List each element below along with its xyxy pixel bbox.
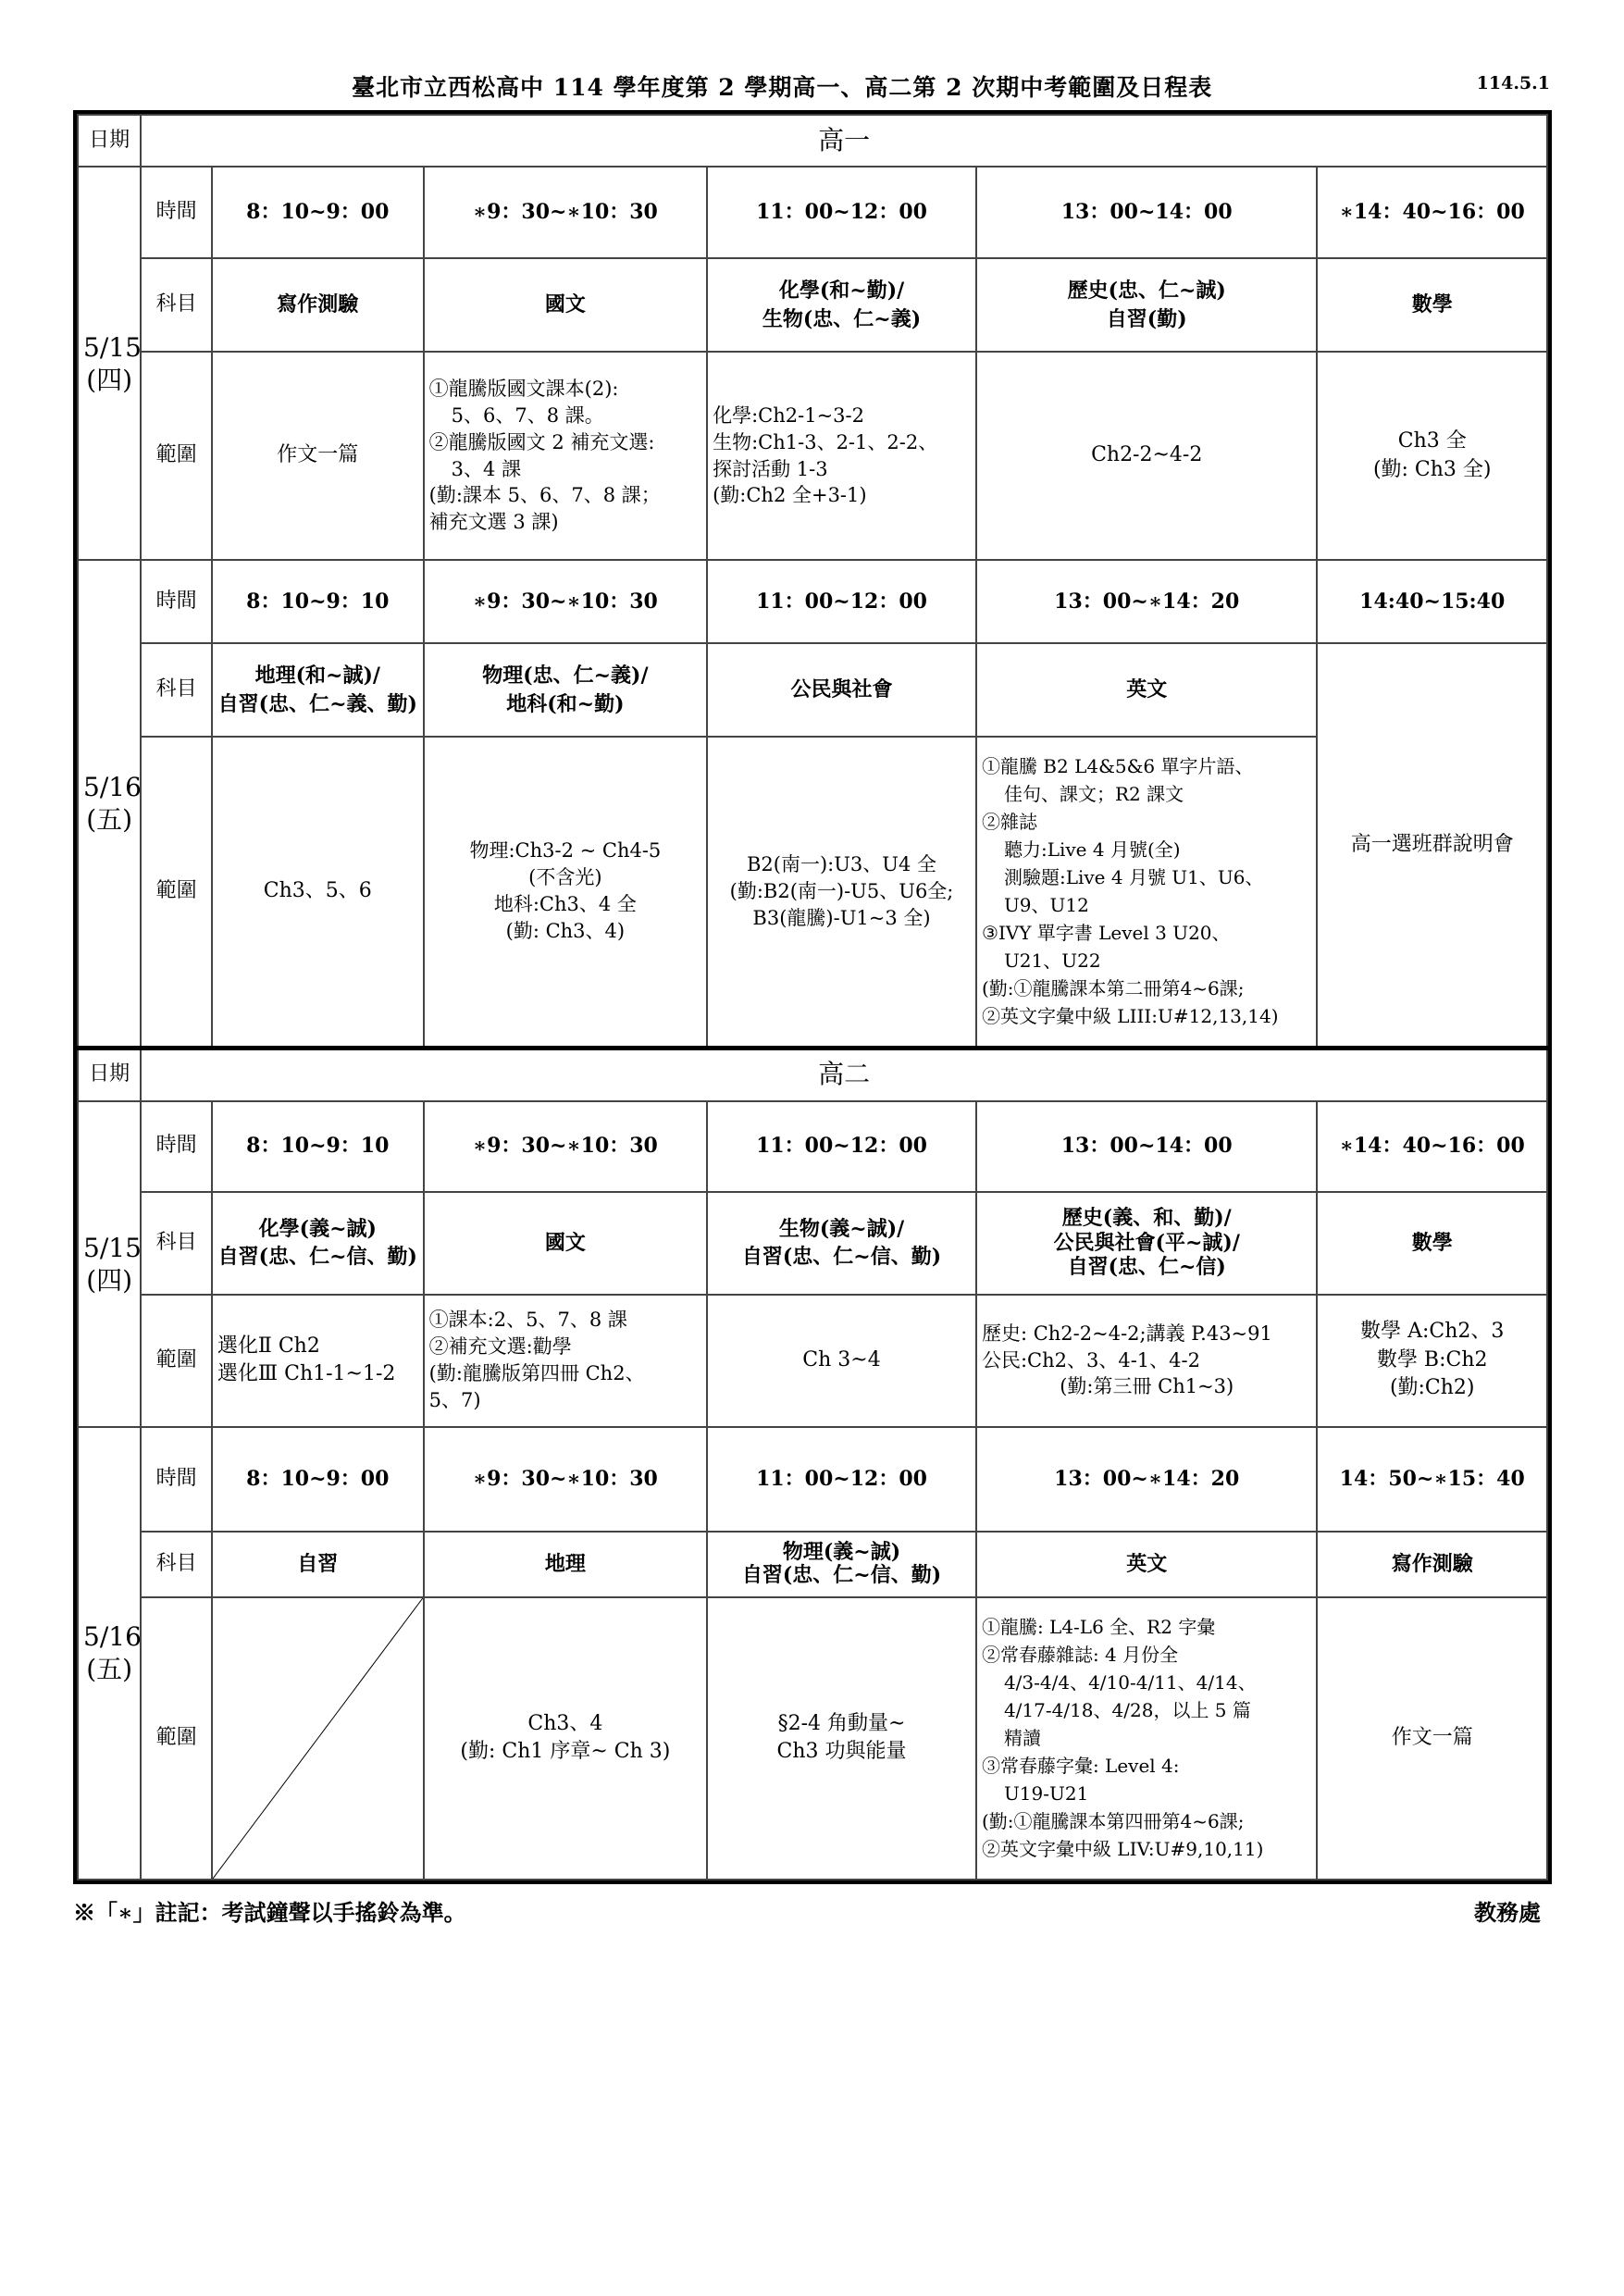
weekday-text: (四)	[86, 1264, 133, 1296]
scope-cell	[424, 352, 707, 560]
subject-line: 國文	[544, 1230, 586, 1255]
subject-line: 公民與社會(平~誠)/	[1053, 1230, 1240, 1255]
time-slot: 11：00~12：00	[707, 1101, 976, 1192]
time-slot: 8：10~9：00	[212, 167, 424, 258]
scope-line: Ch3、5、6	[263, 879, 372, 903]
subject-label: 科目	[141, 643, 212, 737]
scope-cell	[424, 1597, 707, 1880]
time-slot: 11：00~12：00	[707, 560, 976, 643]
scope-cell	[212, 352, 424, 560]
scope-line: 化學:Ch2-1~3-2	[713, 403, 864, 427]
subject-cell	[424, 643, 707, 737]
scope-line: 地科:Ch3、4 全	[493, 893, 637, 916]
scope-line: ①龍騰版國文課本(2):	[428, 377, 619, 400]
date-text: 5/15	[83, 1232, 142, 1263]
subject-cell	[707, 643, 976, 737]
date-header-label: 日期	[78, 1048, 141, 1101]
time-slot: ∗14：40~16：00	[1317, 1101, 1547, 1192]
time-slot: 14:40~15:40	[1317, 560, 1547, 643]
scope-line: ③IVY 單字書 Level 3 U20、	[981, 922, 1231, 945]
scope-cell	[1317, 352, 1547, 560]
subject-line: 地理(和~誠)/	[254, 664, 380, 689]
scope-line: 公民:Ch2、3、4-1、4-2	[981, 1348, 1200, 1371]
scope-line: (勤:Ch2 全+3-1)	[713, 484, 867, 507]
grade-header-row	[78, 115, 1547, 167]
grade-header-row	[78, 1048, 1547, 1101]
scope-line: (勤:龍騰版第四冊 Ch2、	[428, 1362, 645, 1384]
scope-line: (勤:①龍騰課本第二冊第4~6課;	[981, 977, 1245, 1000]
subject-label: 科目	[141, 258, 212, 352]
document-header	[0, 69, 1624, 106]
time-slot: 8：10~9：00	[212, 1427, 424, 1532]
time-slot: ∗14：40~16：00	[1317, 167, 1547, 258]
subject-label: 科目	[141, 1192, 212, 1295]
scope-line: (勤: Ch1 序章~ Ch 3)	[460, 1740, 671, 1763]
time-slot: ∗9：30~∗10：30	[424, 1101, 707, 1192]
scope-cell	[212, 737, 424, 1048]
subject-line: 自習(忠、仁~信、勤)	[741, 1563, 942, 1587]
scope-line: U9、U12	[1003, 894, 1089, 917]
time-row	[78, 167, 1547, 258]
subject-cell	[1317, 258, 1547, 352]
time-slot: 14：50~∗15：40	[1317, 1427, 1547, 1532]
date-text: 5/15	[83, 331, 142, 363]
scope-line: 作文一篇	[277, 443, 359, 467]
document-date: 114.5.1	[1476, 73, 1550, 93]
scope-line: (勤:第三冊 Ch1~3)	[1060, 1375, 1234, 1398]
scope-line: 選化Ⅲ Ch1-1~1-2	[217, 1362, 396, 1385]
scope-line: Ch3 功與能量	[776, 1740, 907, 1763]
time-row	[78, 1427, 1547, 1532]
scope-line: ②常春藤雜誌: 4 月份全	[981, 1644, 1179, 1666]
scope-line: 佳句、課文；R2 課文	[1003, 783, 1184, 806]
footer-office: 教務處	[1474, 1899, 1541, 1926]
time-slot: 8：10~9：10	[212, 560, 424, 643]
subject-line: 物理(義~誠)	[782, 1539, 901, 1564]
time-row	[78, 560, 1547, 643]
subject-line: 數學	[1411, 292, 1453, 317]
time-slot: 8：10~9：10	[212, 1101, 424, 1192]
scope-line: (勤:Ch2)	[1389, 1376, 1475, 1400]
scope-line: ②龍騰版國文 2 補充文選:	[428, 430, 655, 453]
subject-row	[78, 1192, 1547, 1295]
scope-line: ③常春藤字彙: Level 4:	[981, 1755, 1180, 1777]
scope-line: 4/3-4/4、4/10-4/11、4/14、	[1003, 1671, 1257, 1694]
scope-cell	[707, 352, 976, 560]
scope-line: ②補充文選:勸學	[428, 1335, 572, 1359]
document-title: 臺北市立西松高中 114 學年度第 2 學期高一、高二第 2 次期中考範圍及日程表	[352, 74, 1213, 101]
subject-cell	[212, 1192, 424, 1295]
scope-line: 作文一篇	[1391, 1725, 1473, 1749]
time-label: 時間	[141, 167, 212, 258]
subject-line: 自習(忠、仁~信、勤)	[741, 1245, 942, 1269]
subject-line: 數學	[1411, 1230, 1453, 1255]
subject-line: 生物(義~誠)/	[778, 1216, 905, 1241]
scope-line: 5、6、7、8 課。	[451, 403, 604, 427]
subject-row	[78, 643, 1547, 737]
date-text: 5/16	[83, 1621, 142, 1652]
subject-line: 化學(義~誠)	[258, 1216, 377, 1241]
scope-line: U21、U22	[1003, 949, 1101, 973]
date-cell	[78, 167, 141, 560]
scope-cell	[976, 737, 1318, 1048]
scope-line: ②英文字彙中級 LIII:U#12,13,14)	[981, 1005, 1279, 1028]
scope-line: ①龍騰: L4-L6 全、R2 字彙	[981, 1616, 1216, 1638]
footer-note: ※「∗」註記：考試鐘聲以手搖鈴為準。	[73, 1899, 466, 1926]
scope-line: ②雜誌	[981, 811, 1037, 834]
scope-line: (勤: Ch3、4)	[505, 920, 626, 943]
scope-line: B2(南一):U3、U4 全	[746, 852, 937, 875]
weekday-text: (四)	[86, 364, 133, 395]
date-text: 5/16	[83, 771, 142, 802]
time-label: 時間	[141, 560, 212, 643]
scope-line: 物理:Ch3-2 ~ Ch4-5	[469, 839, 662, 863]
subject-line: 公民與社會	[790, 677, 893, 702]
subject-line: 地科(和~勤)	[506, 691, 625, 716]
scope-line: 3、4 課	[451, 457, 522, 480]
scope-line: 生物:Ch1-3、2-1、2-2、	[713, 430, 938, 453]
subject-line: 英文	[1126, 1551, 1168, 1576]
time-slot: 11：00~12：00	[707, 167, 976, 258]
empty-scope-cell	[212, 1597, 424, 1880]
subject-cell	[707, 1532, 976, 1597]
scope-cell	[976, 352, 1318, 560]
scope-cell	[707, 1597, 976, 1880]
time-slot: ∗9：30~∗10：30	[424, 1427, 707, 1532]
scope-line: 探討活動 1-3	[713, 457, 828, 480]
time-slot: 11：00~12：00	[707, 1427, 976, 1532]
subject-line: 地理	[544, 1551, 586, 1576]
scope-line: 4/17-4/18、4/28，以上 5 篇	[1003, 1699, 1251, 1721]
time-slot: 13：00~14：00	[976, 1101, 1318, 1192]
time-slot: 13：00~∗14：20	[976, 1427, 1318, 1532]
scope-line: 精讀	[1003, 1727, 1041, 1749]
weekday-text: (五)	[86, 803, 133, 835]
subject-line: 自習(忠、仁~義、勤)	[217, 691, 417, 716]
scope-line: Ch3、4	[527, 1711, 603, 1735]
scope-line: (勤:課本 5、6、7、8 課；	[428, 484, 661, 507]
scope-line: 數學 A:Ch2、3	[1360, 1320, 1505, 1344]
subject-cell	[424, 1192, 707, 1295]
scope-label: 範圍	[141, 352, 212, 560]
time-slot: ∗9：30~∗10：30	[424, 560, 707, 643]
scope-line: Ch 3~4	[802, 1347, 881, 1371]
subject-row	[78, 1532, 1547, 1597]
scope-label: 範圍	[141, 1295, 212, 1427]
subject-cell	[424, 1532, 707, 1597]
scope-line: (勤: Ch3 全)	[1372, 457, 1492, 481]
scope-cell	[1317, 1597, 1547, 1880]
scope-line: ②英文字彙中級 LIV:U#9,10,11)	[981, 1838, 1264, 1860]
scope-cell	[707, 737, 976, 1048]
time-label: 時間	[141, 1101, 212, 1192]
subject-line: 歷史(義、和、勤)/	[1061, 1206, 1232, 1231]
scope-line: B3(龍騰)-U1~3 全)	[752, 906, 931, 929]
scope-label: 範圍	[141, 737, 212, 1048]
scope-line: 歷史: Ch2-2~4-2;講義 P.43~91	[981, 1322, 1272, 1345]
subject-line: 化學(和~勤)/	[778, 279, 905, 304]
exam-schedule-table	[73, 110, 1552, 1884]
subject-cell	[707, 1192, 976, 1295]
subject-line: 國文	[544, 292, 586, 317]
subject-line: 寫作測驗	[1391, 1551, 1473, 1576]
subject-cell	[1317, 1532, 1547, 1597]
scope-line: Ch3 全	[1397, 429, 1467, 453]
scope-line: 5、7)	[428, 1388, 481, 1411]
subject-line: 自習(忠、仁~信)	[1067, 1255, 1226, 1280]
scope-line: 測驗題:Live 4 月號 U1、U6、	[1003, 866, 1264, 889]
special-event-cell: 高一選班群說明會	[1317, 643, 1547, 1048]
subject-cell	[1317, 1192, 1547, 1295]
scope-line: (不含光)	[528, 866, 602, 889]
date-cell	[78, 1101, 141, 1427]
subject-cell	[976, 1192, 1318, 1295]
scope-line: 聽力:Live 4 月號(全)	[1003, 838, 1181, 862]
subject-line: 寫作測驗	[277, 292, 359, 317]
subject-cell	[212, 1532, 424, 1597]
time-label: 時間	[141, 1427, 212, 1532]
scope-line: ①課本:2、5、7、8 課	[428, 1309, 627, 1332]
scope-cell	[212, 1295, 424, 1427]
scope-cell	[424, 1295, 707, 1427]
scope-row	[78, 352, 1547, 560]
subject-row	[78, 258, 1547, 352]
subject-line: 自習(忠、仁~信、勤)	[217, 1245, 417, 1269]
date-cell	[78, 1427, 141, 1880]
document-footer	[0, 1894, 1624, 1931]
subject-line: 歷史(忠、仁~誠)	[1067, 279, 1226, 304]
scope-line: U19-U21	[1003, 1782, 1089, 1805]
scope-cell	[707, 1295, 976, 1427]
scope-line: (勤:B2(南一)-U5、U6全;	[729, 879, 954, 902]
time-row	[78, 1101, 1547, 1192]
grade-title: 高二	[141, 1048, 1547, 1101]
diagonal-slash	[213, 1598, 423, 1879]
subject-cell	[976, 643, 1318, 737]
scope-row	[78, 1597, 1547, 1880]
scope-label: 範圍	[141, 1597, 212, 1880]
scope-cell	[976, 1295, 1318, 1427]
subject-label: 科目	[141, 1532, 212, 1597]
scope-line: 補充文選 3 課)	[428, 511, 559, 534]
grade-title: 高一	[141, 115, 1547, 167]
time-slot: 13：00~14：00	[976, 167, 1318, 258]
scope-line: Ch2-2~4-2	[1091, 443, 1203, 467]
subject-cell	[212, 258, 424, 352]
scope-row	[78, 1295, 1547, 1427]
subject-line: 自習(勤)	[1106, 306, 1187, 331]
subject-cell	[424, 258, 707, 352]
time-slot: 13：00~∗14：20	[976, 560, 1318, 643]
date-header-label: 日期	[78, 115, 141, 167]
subject-line: 英文	[1126, 677, 1168, 702]
scope-cell	[424, 737, 707, 1048]
scope-line: 選化Ⅱ Ch2	[217, 1334, 320, 1358]
weekday-text: (五)	[86, 1654, 133, 1684]
scope-line: ①龍騰 B2 L4&5&6 單字片語、	[981, 755, 1254, 778]
subject-cell	[212, 643, 424, 737]
scope-line: (勤:①龍騰課本第四冊第4~6課;	[981, 1810, 1245, 1832]
time-slot: ∗9：30~∗10：30	[424, 167, 707, 258]
scope-line: 數學 B:Ch2	[1376, 1347, 1488, 1371]
subject-cell	[976, 258, 1318, 352]
date-cell	[78, 560, 141, 1048]
subject-line: 生物(忠、仁~義)	[762, 306, 922, 331]
scope-cell	[976, 1597, 1318, 1880]
subject-line: 物理(忠、仁~義)/	[482, 664, 649, 689]
scope-line: §2-4 角動量~	[777, 1711, 906, 1735]
subject-line: 自習	[297, 1551, 339, 1576]
subject-cell	[976, 1532, 1318, 1597]
scope-cell	[1317, 1295, 1547, 1427]
subject-cell	[707, 258, 976, 352]
